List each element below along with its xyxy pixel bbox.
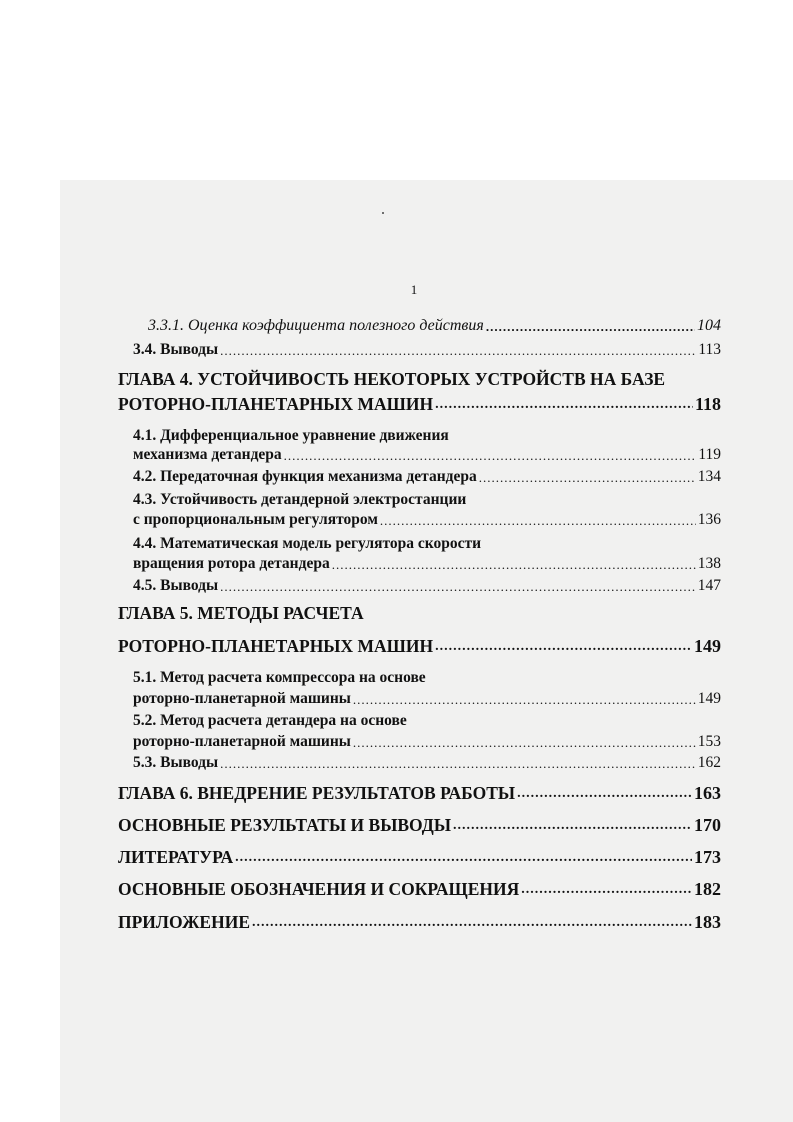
toc-leader-dots <box>353 736 696 749</box>
toc-leader-dots <box>486 320 695 333</box>
toc-entry-page: 119 <box>698 446 721 463</box>
toc-entry-label: механизма детандера <box>133 446 282 463</box>
toc-entry-chapter-6[interactable] <box>118 784 721 802</box>
toc-entry-4-1-line1: 4.1. Дифференциальное уравнение движения <box>133 427 449 444</box>
toc-leader-dots <box>220 344 696 357</box>
toc-leader-dots <box>220 580 696 593</box>
toc-entry-page: 104 <box>697 317 721 334</box>
toc-entry-chapter-5[interactable] <box>118 637 721 655</box>
toc-leader-dots <box>284 449 697 462</box>
toc-leader-dots <box>435 640 692 654</box>
toc-entry-page: 170 <box>694 815 721 835</box>
toc-entry-label: ОСНОВНЫЕ РЕЗУЛЬТАТЫ И ВЫВОДЫ <box>118 814 452 835</box>
toc-entry-4-4-line1: 4.4. Математическая модель регулятора скорости <box>133 535 482 552</box>
toc-leader-dots <box>521 883 692 897</box>
toc-entry-label: 5.3. Выводы <box>133 754 219 771</box>
toc-entry-page: 134 <box>697 468 721 485</box>
toc-entry-label: РОТОРНО-ПЛАНЕТАРНЫХ МАШИН <box>118 393 434 414</box>
toc-leader-dots <box>353 693 696 706</box>
toc-entry-5-1-line1: 5.1. Метод расчета компрессора на основе <box>133 669 426 686</box>
toc-leader-dots <box>479 471 696 484</box>
toc-entry-literature[interactable] <box>118 848 721 866</box>
toc-entry-label: 4.5. Выводы <box>133 577 219 594</box>
toc-entry-page: 147 <box>697 577 721 594</box>
toc-entry-4-3[interactable] <box>133 512 721 528</box>
toc-entry-page: 149 <box>694 636 721 656</box>
toc-leader-dots <box>252 916 692 930</box>
toc-entry-page: 138 <box>697 555 721 572</box>
toc-entry-label: 4.2. Передаточная функция механизма детандера <box>133 468 477 485</box>
toc-entry-page: 149 <box>697 690 721 707</box>
toc-chapter-4-line1: ГЛАВА 4. УСТОЙЧИВОСТЬ НЕКОТОРЫХ УСТРОЙСТВ НА БАЗЕ <box>118 369 666 389</box>
toc-entry-page: 153 <box>697 733 721 750</box>
toc-entry-label: ОСНОВНЫЕ ОБОЗНАЧЕНИЯ И СОКРАЩЕНИЯ <box>118 878 520 899</box>
toc-entry-label: ГЛАВА 6. ВНЕДРЕНИЕ РЕЗУЛЬТАТОВ РАБОТЫ <box>118 782 516 803</box>
toc-leader-dots <box>435 398 693 412</box>
toc-entry-5-3[interactable] <box>133 755 721 771</box>
toc-leader-dots <box>220 757 696 770</box>
toc-entry-label: ПРИЛОЖЕНИЕ <box>118 911 251 932</box>
toc-entry-page: 163 <box>694 783 721 803</box>
toc-entry-label: ЛИТЕРАТУРА <box>118 846 234 867</box>
toc-entry-label: 3.3.1. Оценка коэффициента полезного действия <box>148 317 484 334</box>
toc-leader-dots <box>332 558 696 571</box>
toc-entry-5-2[interactable] <box>133 734 721 750</box>
toc-leader-dots <box>517 787 692 801</box>
toc-entry-main-results[interactable] <box>118 816 721 834</box>
toc-entry-label: 3.4. Выводы <box>133 341 219 358</box>
toc-entry-label: с пропорциональным регулятором <box>133 511 378 528</box>
toc-entry-page: 162 <box>697 754 721 771</box>
toc-entry-page: 183 <box>694 912 721 932</box>
toc-entry-notation[interactable] <box>118 880 721 898</box>
toc-leader-dots <box>380 514 696 527</box>
toc-entry-4-2[interactable] <box>133 469 721 485</box>
page-number: 1 <box>410 282 418 297</box>
toc-entry-4-4[interactable] <box>133 556 721 572</box>
toc-entry-5-2-line1: 5.2. Метод расчета детандера на основе <box>133 712 407 729</box>
toc-entry-4-5[interactable] <box>133 578 721 594</box>
toc-entry-5-1[interactable] <box>133 691 721 707</box>
toc-entry-label: вращения ротора детандера <box>133 555 330 572</box>
toc-entry-label: роторно-планетарной машины <box>133 690 351 707</box>
toc-entry-page: 113 <box>698 341 721 358</box>
toc-leader-dots <box>235 851 692 865</box>
toc-entry-4-1[interactable] <box>133 447 721 463</box>
toc-entry-label: роторно-планетарной машины <box>133 733 351 750</box>
toc-entry-appendix[interactable] <box>118 913 721 931</box>
toc-entry-page: 136 <box>697 511 721 528</box>
toc-entry-3-3-1[interactable] <box>148 318 721 334</box>
toc-leader-dots <box>453 819 692 833</box>
toc-entry-page: 173 <box>694 847 721 867</box>
toc-chapter-5-line1: ГЛАВА 5. МЕТОДЫ РАСЧЕТА <box>118 603 364 623</box>
toc-entry-4-3-line1: 4.3. Устойчивость детандерной электростанции <box>133 491 467 508</box>
toc-entry-page: 182 <box>694 879 721 899</box>
toc-entry-label: РОТОРНО-ПЛАНЕТАРНЫХ МАШИН <box>118 635 434 656</box>
toc-entry-page: 118 <box>694 394 721 414</box>
toc-entry-3-4[interactable] <box>133 342 721 358</box>
toc-entry-chapter-4[interactable] <box>118 395 721 413</box>
